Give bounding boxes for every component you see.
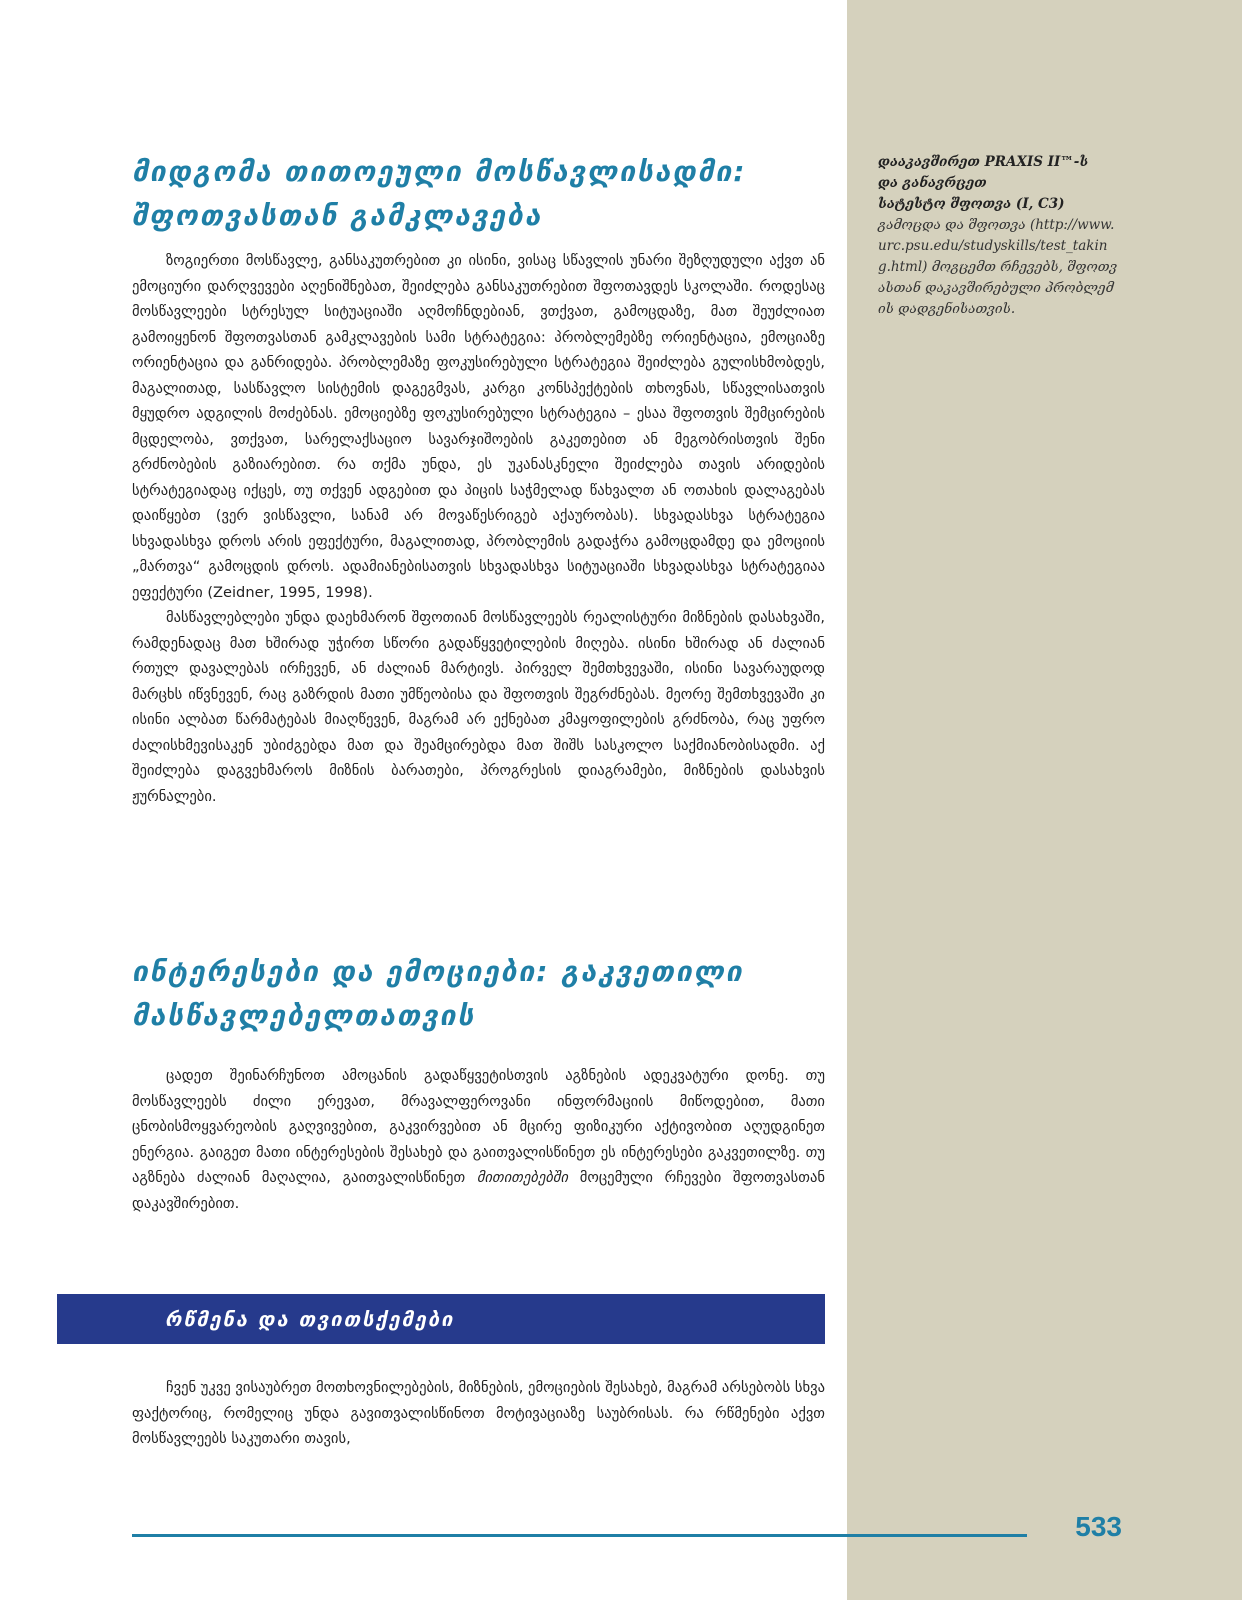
banner-title: რწმენა და თვითსქემები (165, 1307, 455, 1331)
section-heading-interests-line1: ინტერესები და ემოციები: გაკვეთილი (132, 955, 744, 988)
section-heading-anxiety (132, 150, 832, 238)
paragraph (132, 1063, 825, 1216)
section-body-interests (132, 1063, 825, 1216)
section-heading-anxiety-line2: შფოთვასთან გამკლავება (132, 199, 543, 232)
section-banner (57, 1294, 825, 1344)
sidebar-note-title-line2: და განავრცეთ (878, 175, 987, 191)
footer-rule (132, 1534, 1027, 1537)
paragraph-text-end: მოცემული რჩევები შფოთვასთან დაკავშირებით. (132, 1169, 826, 1212)
page-number: 533 (1075, 1511, 1122, 1542)
paragraph: მასწავლებლები უნდა დაეხმარონ შფოთიან მოსწავლეებს რეალისტური მიზნების დასახვაში, რამდენადაც მათ ხშირად უჭირთ სწორი გადაწყვეტილების მიღება. ისინი ხშირად ან ძალიან რთულ დავალებას ირჩევენ, ან ძალიან მარტივს. პირველ შემთხვევაში, ისინი სავარაუდოდ მარცხს იწვნევენ, რაც გაზრდის მათი უმწეობისა და შფოთვის შეგრძნებას. მეორე შემთხვევაში კი ისინი ალბათ წარმატებას მიაღწევენ, მაგრამ არ ექნებათ კმაყოფილების გრძნობა, რაც უფრო ძალისხმევისაკენ უბიძგებდა მათ და შეამცირებდა მათ შიშს სასკოლო საქმიანობისადმი. აქ შეიძლება დაგვეხმაროს მიზნის ბარათები, პროგრესის დიაგრამები, მიზნების დასახვის ჟურნალები. (132, 609, 825, 805)
section-heading-interests-line2: მასწავლებელთათვის (132, 999, 476, 1032)
sidebar-note-body: გამოცდა და შფოთვა (http://www.urc.psu.edu/studyskills/test_taking.html) მოგცემთ რჩევებს, შფოთვასთან დაკავშირებული პრობლემის დადგენისათვის. (878, 217, 1118, 317)
sidebar-note (878, 152, 1118, 320)
section-heading-anxiety-line1: მიდგომა თითოეული მოსწავლისადმი: (132, 155, 747, 188)
paragraph: ჩვენ უკვე ვისაუბრეთ მოთხოვნილებების, მიზნების, ემოციების შესახებ, მაგრამ არსებობს სხვა ფაქტორიც, რომელიც უნდა გავითვალისწინოთ მოტივაციაზე საუბრისას. რა რწმენები აქვთ მოსწავლეებს საკუთარი თავის, (132, 1379, 825, 1447)
section-body-anxiety (132, 248, 825, 809)
sidebar-note-title-line1: დააკავშირეთ PRAXIS II™-ს (878, 154, 1089, 170)
paragraph-italic-term: მითითებებში (476, 1169, 569, 1186)
paragraph-text: ცადეთ შეინარჩუნოთ ამოცანის გადაწყვეტისთვის აგზნების ადეკვატური დონე. თუ მოსწავლეებს ძილი ერევათ, მრავალფეროვანი ინფორმაციის მიწოდებით, მათი ცნობისმოყვარეობის გაღვივებით, გაკვირვებით ან მცირე ფიზიკური აქტივობით აღუდგინეთ ენერგია. გაიგეთ მათი ინტერესების შესახებ და გაითვალისწინეთ ეს ინტერესები გაკვეთილზე. თუ აგზნება ძალიან მაღალია, გაითვალისწინეთ (132, 1067, 825, 1186)
section-body-beliefs (132, 1375, 825, 1452)
section-heading-interests (132, 950, 832, 1038)
sidebar-note-title-line3: სატესტო შფოთვა (I, C3) (878, 196, 1065, 212)
paragraph: ზოგიერთი მოსწავლე, განსაკუთრებით კი ისინი, ვისაც სწავლის უნარი შეზღუდული აქვთ ან ემოციური დარღვევები აღენიშნებათ, შეიძლება განსაკუთრებით შფოთავდეს სკოლაში. როდესაც მოსწავლეები სტრესულ სიტუაციაში აღმოჩნდებიან, ვთქვათ, გამოცდაზე, მათ შეუძლიათ გამოიყენონ შფოთვასთან გამკლავების სამი სტრატეგია: პრობლემებზე ორიენტაცია, ემოციაზე ორიენტაცია და განრიდება. პრობლემაზე ფოკუსირებული სტრატეგია შეიძლება გულისხმობდეს, მაგალითად, სასწავლო სისტემის დაგეგმვას, კარგი კონსპექტების თხოვნას, სწავლისათვის მყუდრო ადგილის მოძებნას. ემოციებზე ფოკუსირებული სტრატეგია – ესაა შფოთვის შემცირების მცდელობა, ვთქვათ, სარელაქსაციო სავარჯიშოების გაკეთებით ან მეგობრისთვის შენი გრძნობების გაზიარებით. რა თქმა უნდა, ეს უკანასკნელი შეიძლება თავის არიდების სტრატეგიადაც იქცეს, თუ თქვენ ადგებით და პიცის საჭმელად წახვალთ ან ოთახის დალაგებას დაიწყებთ (ვერ ვისწავლი, სანამ არ მოვაწესრიგებ აქაურობას). სხვადასხვა სტრატეგია სხვადასხვა დროს არის ეფექტური, მაგალითად, პრობლემის გადაჭრა გამოცდამდე და ემოციის „მართვა“ გამოცდის დროს. ადამიანებისათვის სხვადასხვა სიტუაციაში სხვადასხვა სტრატეგიაა ეფექტური (Zeidner, 1995, 1998). (132, 252, 825, 601)
